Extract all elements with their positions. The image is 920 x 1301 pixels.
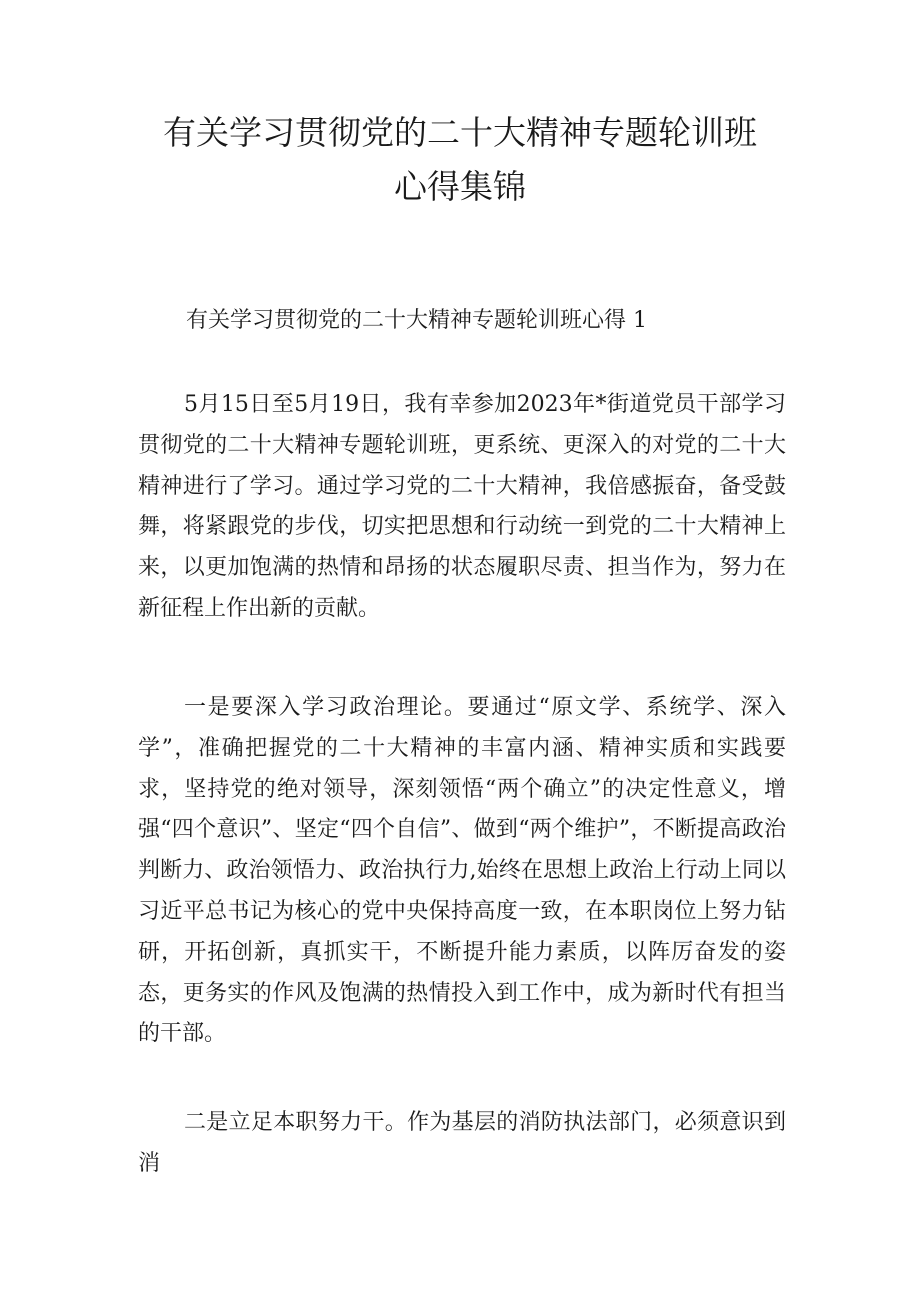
paragraph-3: 二是立足本职努力干。作为基层的消防执法部门，必须意识到消 — [138, 1110, 786, 1176]
document-title-line-1: 有关学习贯彻党的二十大精神专题轮训班 — [163, 113, 757, 152]
paragraph-1: 5月15日至5月19日，我有幸参加2023年*街道党员干部学习贯彻党的二十大精神专题轮训班，更系统、更深入的对党的二十大精神进行了学习。通过学习党的二十大精神，我倍感振奋，备受鼓舞，将紧跟党的步伐，切实把思想和行动统一到党的二十大精神上来，以更加饱满的热情和昂扬的状态履职尽责、担当作为，努力在新征程上作出新的贡献。 — [138, 392, 786, 621]
document-title-line-2: 心得集锦 — [394, 167, 526, 206]
paragraph-2: 一是要深入学习政治理论。要通过“原文学、系统学、深入学”，准确把握党的二十大精神的丰富内涵、精神实质和实践要求，坚持党的绝对领导，深刻领悟“两个确立”的决定性意义，增强“四个意识”、坚定“四个自信”、做到“两个维护”，不断提高政治判断力、政治领悟力、政治执行力,始终在思想上政治上行动上同以习近平总书记为核心的党中央保持高度一致，在本职岗位上努力钻研，开拓创新，真抓实干，不断提升能力素质，以阵厉奋发的姿态，更务实的作风及饱满的热情投入到工作中，成为新时代有担当的干部。 — [138, 695, 786, 1047]
section-heading: 有关学习贯彻党的二十大精神专题轮训班心得 1 — [186, 308, 647, 333]
